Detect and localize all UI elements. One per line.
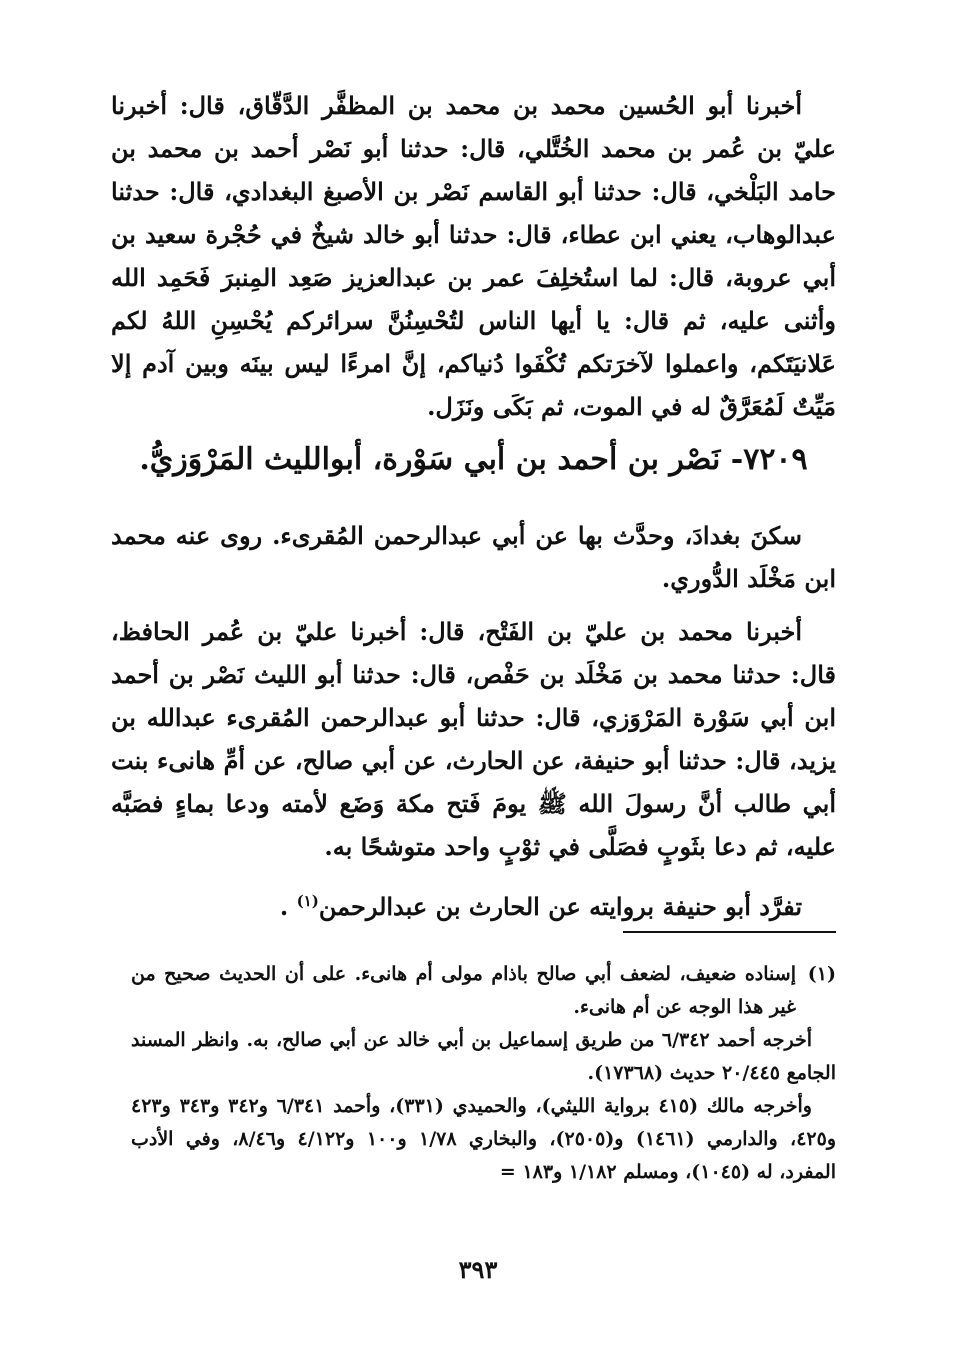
footnote-line-3 [131, 1090, 836, 1189]
remark-paragraph [111, 880, 836, 928]
footnote-number: (١) [807, 963, 836, 985]
footnote-text: إسناده ضعيف، لضعف أبي صالح باذام مولى أم هانىء. على أن الحديث صحيح من غير هذا الوجه عن أم هانىء. [131, 963, 796, 1018]
page-number: ٣٩٣ [458, 1255, 498, 1284]
remark-text: تفرَّد أبو حنيفة بروايته عن الحارث بن عبدالرحمن [318, 892, 802, 921]
paragraph-text: أخبرنا محمد بن عليّ بن الفَتْح، قال: أخبرنا عليّ بن عُمر الحافظ، قال: حدثنا محمد بن مَخْلَد بن حَفْص، قال: حدثنا أبو الليث نَصْر بن أحمد ابن أبي سَوْرة المَرْوَزي، قال: حدثنا أبو عبدالرحمن المُقرىء عبدالله بن يزيد، قال: حدثنا أبو حنيفة، عن الحارث، عن أبي صالح، عن أمِّ هانىء بنت أبي طالب أنَّ رسولَ الله ﷺ يومَ فَتح مكة وَضَع لأمته ودعا بماءٍ فصَبَّه عليه، ثم دعا بثَوبٍ فصَلَّى في ثوْبٍ واحد متوشحًا به. [111, 617, 836, 861]
hadith-paragraph-2 [111, 610, 836, 868]
remark-end-period: . [279, 892, 289, 921]
paragraph-text [111, 880, 836, 928]
hadith-paragraph-1 [111, 84, 836, 428]
footnote-line-1 [131, 958, 796, 1024]
paragraph-text: سكنَ بغدادَ، وحدَّث بها عن أبي عبدالرحمن المُقرىء. روى عنه محمد ابن مَخْلَد الدُّوري. [111, 521, 836, 593]
biography-paragraph [111, 514, 836, 600]
paragraph-text: أخبرنا أبو الحُسين محمد بن محمد بن المظفَّر الدَّقّاق، قال: أخبرنا عليّ بن عُمر بن محمد الخُتَّلي، قال: حدثنا أبو نَصْر أحمد بن محمد بن حامد البَلْخي، قال: حدثنا أبو القاسم نَصْر بن الأصبغ البغدادي، قال: حدثنا عبدالوهاب، يعني ابن عطاء، قال: حدثنا أبو خالد شيخٌ في حُجْرة سعيد بن أبي عروبة، قال: لما استُخلِفَ عمر بن عبدالعزيز صَعِد المِنبرَ فَحَمِد الله وأثنى عليه، ثم قال: يا أيها الناس لتُحْسِنُنَّ سرائركم يُحْسِنِ اللهُ لكم عَلانيَتَكم، واعملوا لآخرَتكم تُكْفَوا دُنياكم، إنَّ امرءًا ليس بينَه وبين آدم إلا مَيِّتٌ لَمُعَرَّقٌ له في الموت، ثم بَكَى ونَزَل. [111, 91, 836, 421]
footnote-text: وأخرجه مالك (٤١٥ برواية الليثي)، والحميدي (٣٣١)، وأحمد ٦/٣٤١ و٣٤٢ و٣٤٣ و٤٢٣ و٤٢٥، والدارمي (١٤٦١) و(٢٥٠٥)، والبخاري ١/٧٨ و١٠٠ و٤/١٢٢ و٨/٤٦، وفي الأدب المفرد، له (١٠٤٥)، ومسلم ١/١٨٢ و١٨٣ = [131, 1095, 836, 1183]
footnote-text: أخرجه أحمد ٦/٣٤٢ من طريق إسماعيل بن أبي خالد عن أبي صالح، به. وانظر المسند الجامع ٢٠/٤٤٥ حديث (١٧٣٦٨). [131, 1029, 836, 1084]
footnote-marker: (١) [296, 892, 319, 910]
footnote-divider [623, 931, 836, 933]
footnote-line-2 [131, 1024, 836, 1090]
entry-heading: ٧٢٠٩- نَصْر بن أحمد بن أبي سَوْرة، أبوالليث المَرْوَزيُّ. [139, 442, 808, 477]
